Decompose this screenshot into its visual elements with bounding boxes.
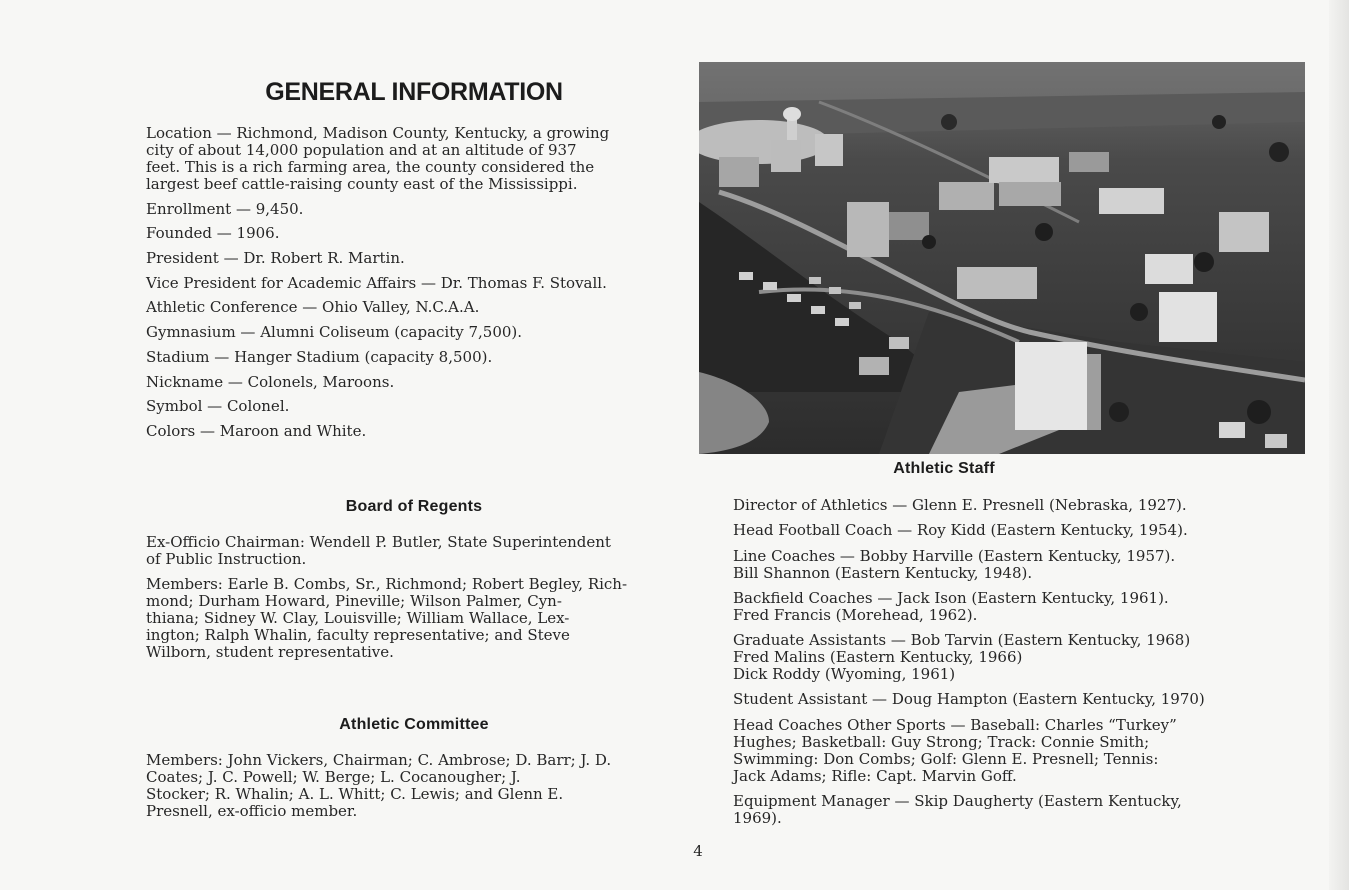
graduate-assistants-entry: Graduate Assistants — Bob Tarvin (Eastern Kentucky, 1968) Fred Malins (Eastern Kentucky, 1966) Dick Roddy (Wyoming, 1961): [733, 631, 1191, 684]
founded-entry: Founded — 1906.: [146, 224, 280, 243]
page-edge-shadow: [1329, 0, 1349, 890]
location-entry: Location — Richmond, Madison County, Kentucky, a growing city of about 14,000 population and at an altitude of 937 feet. This is a rich farming area, the county considered the largest beef cattle-raising county east of the Mississippi.: [146, 124, 610, 193]
equipment-manager-entry: Equipment Manager — Skip Daugherty (Eastern Kentucky, 1969).: [733, 792, 1182, 828]
general-information-title: GENERAL INFORMATION: [265, 78, 563, 106]
athletic-staff-list: [733, 497, 1270, 835]
athletic-staff-heading: Athletic Staff: [893, 460, 995, 477]
colors-entry: Colors — Maroon and White.: [146, 421, 367, 440]
committee-members-entry: Members: John Vickers, Chairman; C. Ambrose; D. Barr; J. D. Coates; J. C. Powell; W. Berge; L. Cocanougher; J. Stocker; R. Whalin; A. L. Whitt; C. Lewis; and Glenn E. Presnell, ex-officio member.: [146, 751, 612, 820]
campus-aerial-illustration: [699, 62, 1305, 454]
regents-chairman-entry: Ex-Officio Chairman: Wendell P. Butler, State Superintendent of Public Instruction.: [146, 533, 611, 568]
enrollment-entry: Enrollment — 9,450.: [146, 199, 304, 218]
regents-members-entry: Members: Earle B. Combs, Sr., Richmond; Robert Begley, Rich- mond; Durham Howard, Pineville; Wilson Palmer, Cyn- thiana; Sidney W. Clay, Louisville; William Wallace, Lex- ington; Ralph Whalin, faculty representative; and Steve Wilborn, student representative.: [146, 574, 628, 661]
vice-president-entry: Vice President for Academic Affairs — Dr. Thomas F. Stovall.: [146, 273, 607, 292]
nickname-entry: Nickname — Colonels, Maroons.: [146, 372, 395, 391]
stadium-entry: Stadium — Hanger Stadium (capacity 8,500).: [146, 347, 493, 366]
general-information-list: [146, 125, 682, 448]
gymnasium-entry: Gymnasium — Alumni Coliseum (capacity 7,500).: [146, 323, 523, 342]
student-assistant-entry: Student Assistant — Doug Hampton (Eastern Kentucky, 1970): [733, 690, 1205, 709]
director-entry: Director of Athletics — Glenn E. Presnell (Nebraska, 1927).: [733, 496, 1187, 514]
athletic-committee-list: [146, 752, 682, 828]
other-sports-coaches-entry: Head Coaches Other Sports — Baseball: Charles “Turkey” Hughes; Basketball: Guy Strong; Track: Connie Smith; Swimming: Don Combs; Golf: Glenn E. Presnell; Tennis: Jack Adams; Rifle: Capt. Marvin Goff.: [733, 715, 1177, 785]
conference-entry: Athletic Conference — Ohio Valley, N.C.A.A.: [146, 298, 480, 317]
head-football-coach-entry: Head Football Coach — Roy Kidd (Eastern Kentucky, 1954).: [733, 521, 1188, 540]
president-entry: President — Dr. Robert R. Martin.: [146, 249, 405, 268]
symbol-entry: Symbol — Colonel.: [146, 397, 290, 416]
backfield-coaches-entry: Backfield Coaches — Jack Ison (Eastern Kentucky, 1961). Fred Francis (Morehead, 1962).: [733, 588, 1169, 624]
board-of-regents-list: [146, 534, 682, 668]
athletic-committee-heading: Athletic Committee: [339, 716, 489, 733]
board-of-regents-heading: Board of Regents: [345, 498, 483, 515]
line-coaches-entry: Line Coaches — Bobby Harville (Eastern Kentucky, 1957). Bill Shannon (Eastern Kentucky, 1948).: [733, 546, 1176, 582]
campus-aerial-photo: [699, 62, 1305, 454]
page-number: 4: [693, 842, 703, 860]
